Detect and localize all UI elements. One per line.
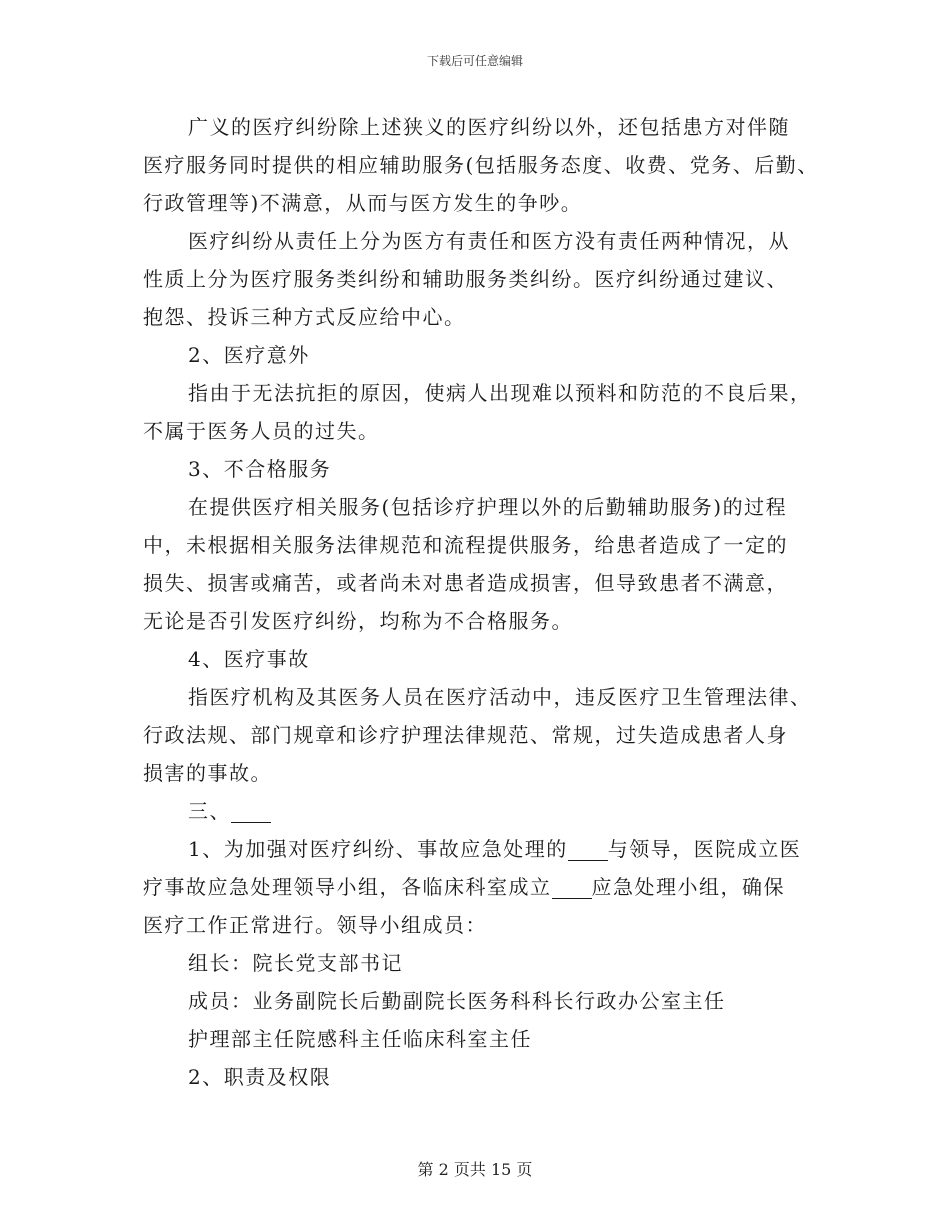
section-heading — [143, 792, 823, 830]
paragraph-line: 成员：业务副院长后勤副院长医务科科长行政办公室主任 — [188, 989, 726, 1013]
fill-in-blank — [568, 840, 608, 861]
paragraph-line: 行政管理等)不满意，从而与医方发生的争吵。 — [143, 191, 583, 215]
paragraph-line — [143, 868, 823, 906]
fill-in-blank — [552, 878, 592, 899]
paragraph-line: 医疗工作正常进行。领导小组成员： — [143, 913, 487, 937]
line-text: 疗事故应急处理领导小组，各临床科室成立 — [143, 875, 552, 899]
line-text: 与领导，医院成立医 — [607, 837, 802, 861]
section-heading: 3、不合格服务 — [188, 457, 332, 481]
paragraph-line — [143, 830, 823, 868]
paragraph-line: 广义的医疗纠纷除上述狭义的医疗纠纷以外，还包括患方对伴随 — [188, 115, 790, 139]
paragraph-line: 医疗服务同时提供的相应辅助服务(包括服务态度、收费、党务、后勤、 — [143, 153, 819, 177]
paragraph-line: 中，未根据相关服务法律规范和流程提供服务，给患者造成了一定的 — [143, 533, 788, 557]
paragraph-line: 损失、损害或痛苦，或者尚未对患者造成损害，但导致患者不满意， — [143, 571, 788, 595]
page-footer: 第 2 页共 15 页 — [417, 1160, 533, 1179]
paragraph-line: 行政法规、部门规章和诊疗护理法律规范、常规，过失造成患者人身 — [143, 723, 788, 747]
paragraph-line: 医疗纠纷从责任上分为医方有责任和医方没有责任两种情况，从 — [188, 229, 790, 253]
page-header: 下载后可任意编辑 — [426, 54, 523, 68]
fill-in-blank — [231, 802, 271, 823]
line-text: 应急处理小组，确保 — [591, 875, 785, 899]
section-number: 三、 — [188, 799, 231, 823]
paragraph-line: 组长：院长党支部书记 — [188, 951, 403, 975]
paragraph-line: 无论是否引发医疗纠纷，均称为不合格服务。 — [143, 609, 573, 633]
paragraph-line: 护理部主任院感科主任临床科室主任 — [188, 1027, 532, 1051]
paragraph-line: 在提供医疗相关服务(包括诊疗护理以外的后勤辅助服务)的过程 — [188, 495, 788, 519]
paragraph-line: 抱怨、投诉三种方式反应给中心。 — [143, 305, 466, 329]
paragraph-line: 损害的事故。 — [143, 761, 272, 785]
paragraph-line: 指医疗机构及其医务人员在医疗活动中，违反医疗卫生管理法律、 — [188, 685, 812, 709]
section-heading: 2、职责及权限 — [188, 1065, 332, 1089]
section-heading: 2、医疗意外 — [188, 343, 310, 367]
paragraph-line: 指由于无法抗拒的原因，使病人出现难以预料和防范的不良后果， — [188, 381, 812, 405]
line-text: 1、为加强对医疗纠纷、事故应急处理的 — [188, 837, 568, 861]
paragraph-line: 不属于医务人员的过失。 — [143, 419, 380, 443]
paragraph-line: 性质上分为医疗服务类纠纷和辅助服务类纠纷。医疗纠纷通过建议、 — [143, 267, 788, 291]
document-body — [143, 108, 823, 1096]
section-heading: 4、医疗事故 — [188, 647, 310, 671]
